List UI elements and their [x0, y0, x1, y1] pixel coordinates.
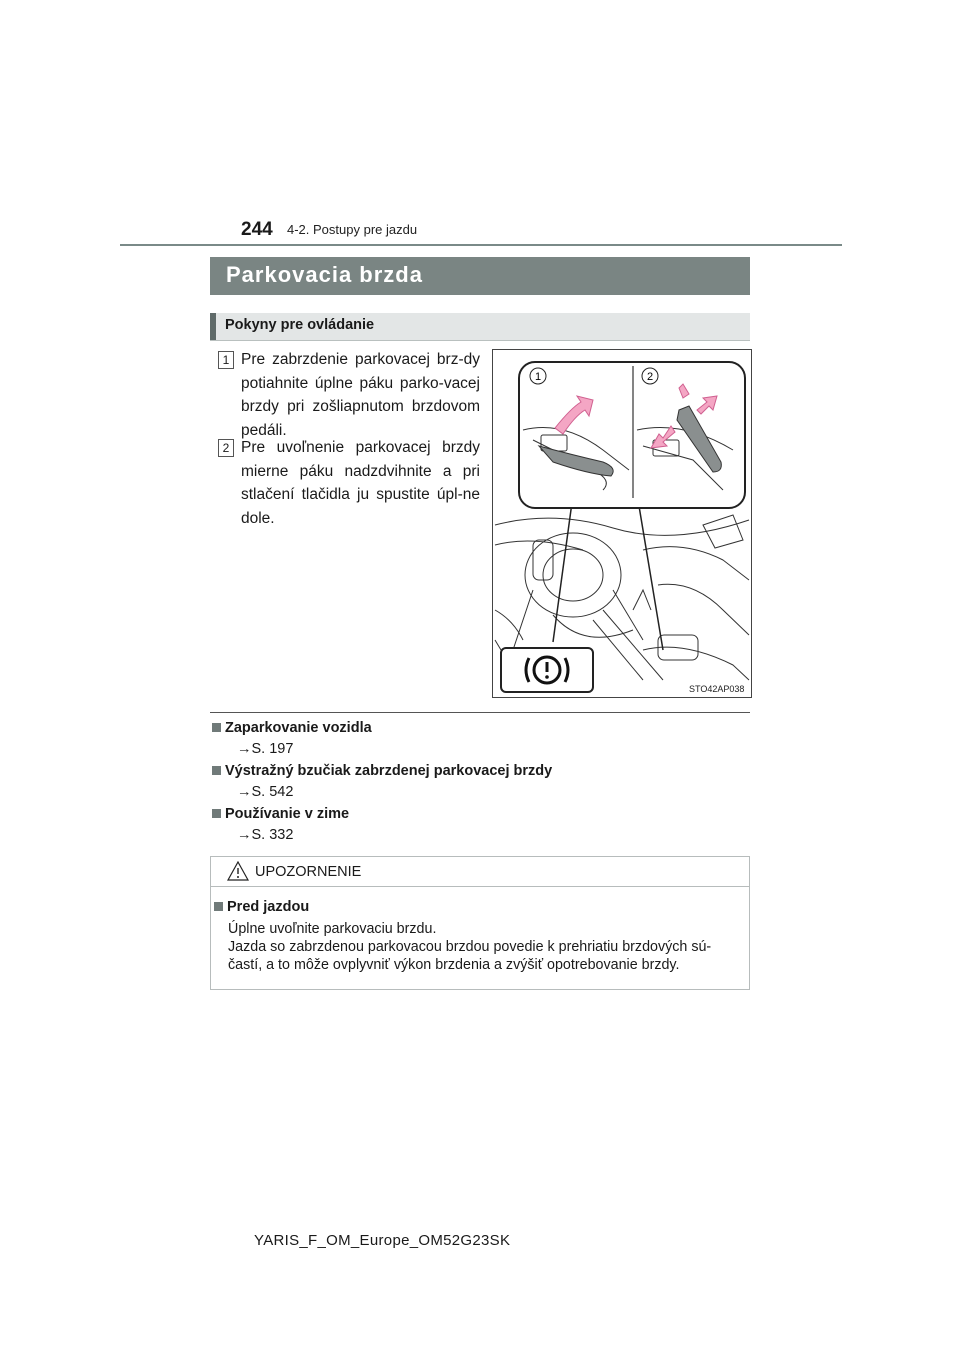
bullet-heading: Výstražný bzučiak zabrzdenej parkovacej brzdy — [212, 763, 552, 779]
step-text: Pre uvoľnenie parkovacej brzdy mierne páku nadzdvihnite a pri stlačení tlačidla ju spustite úpl-ne dole. — [241, 439, 480, 527]
bullet-heading: Zaparkovanie vozidla — [212, 720, 372, 736]
warning-triangle-icon — [227, 861, 249, 881]
page-number: 244 — [241, 219, 273, 240]
bullet-heading: Používanie v zime — [212, 806, 349, 822]
subsection-bar — [210, 313, 750, 341]
caution-label: UPOZORNENIE — [255, 864, 362, 880]
callout-label-1 — [529, 367, 547, 385]
step-number: 2 — [218, 439, 234, 457]
callout-label-2 — [641, 367, 659, 385]
section-title: Parkovacia brzda — [226, 262, 423, 287]
bullet-square-icon — [212, 809, 221, 818]
caution-text: Jazda so zabrzdenou parkovacou brzdou povedie k prehriatiu brzdových sú- — [228, 939, 712, 955]
svg-text:2: 2 — [646, 371, 654, 383]
section-reference: 4-2. Postupy pre jazdu — [287, 222, 418, 237]
figure-id: STO42AP038 — [689, 684, 745, 694]
illustration-drawing — [493, 350, 751, 697]
bullet-square-icon — [212, 723, 221, 732]
subsection-accent — [210, 313, 216, 340]
footer-doc-id: YARIS_F_OM_Europe_OM52G23SK — [254, 1232, 511, 1249]
caution-header — [211, 857, 749, 887]
svg-text:1: 1 — [534, 371, 542, 383]
page-reference: →S. 542 — [237, 784, 294, 800]
parking-brake-illustration — [492, 349, 752, 698]
caution-text: častí, a to môže ovplyvniť výkon brzdenia a zvýšiť opotrebovanie brzdy. — [228, 957, 680, 973]
step-1 — [218, 348, 480, 442]
header-rule — [120, 244, 842, 246]
divider — [210, 712, 750, 713]
caution-subheading: Pred jazdou — [214, 899, 309, 915]
step-2 — [218, 436, 480, 530]
bullet-square-icon — [212, 766, 221, 775]
caution-text: Úplne uvoľnite parkovaciu brzdu. — [228, 921, 437, 937]
bullet-square-icon — [214, 902, 223, 911]
step-text: Pre zabrzdenie parkovacej brz-dy potiahnite úplne páku parko-vacej brzdy pri zošliapnutom brzdovom pedáli. — [241, 351, 480, 439]
subsection-title: Pokyny pre ovládanie — [225, 317, 375, 333]
page-reference: →S. 332 — [237, 827, 294, 843]
step-number: 1 — [218, 351, 234, 369]
section-title-bar — [210, 257, 750, 295]
page-reference: →S. 197 — [237, 741, 294, 757]
caution-box — [210, 856, 750, 990]
